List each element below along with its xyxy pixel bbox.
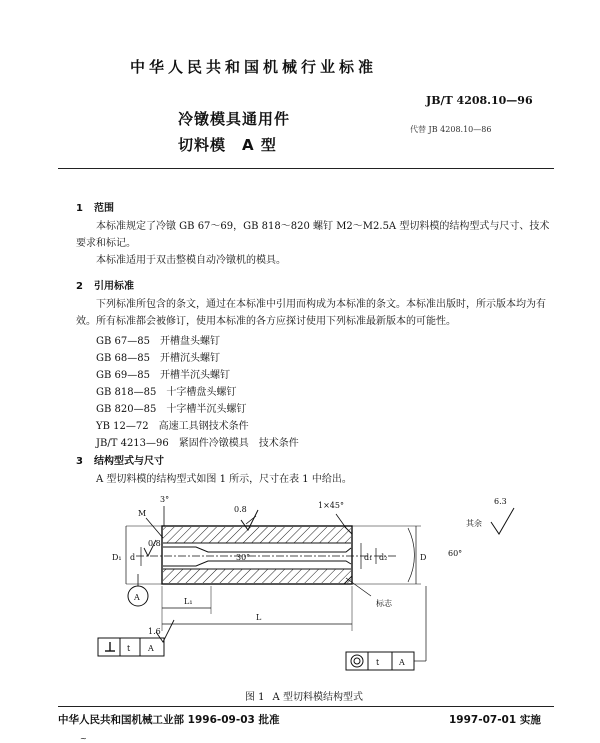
replaces-note: 代替 JB 4208.10—86 xyxy=(410,125,492,134)
label-dim-d: d xyxy=(130,553,136,562)
section-title: 结构型式与尺寸 xyxy=(94,456,164,467)
reference-item: GB 68—85 开槽沉头螺钉 xyxy=(96,353,220,364)
upper-wall-hatch xyxy=(163,527,351,543)
section-number: 1 xyxy=(76,203,83,214)
label-chamfer: 1×45° xyxy=(318,501,344,510)
title-type: A 型 xyxy=(242,136,277,154)
label-dim-L: L xyxy=(256,613,262,622)
reference-item: GB 820—85 十字槽半沉头螺钉 xyxy=(96,404,247,415)
paragraph: 本标准规定了冷镦 GB 67～69，GB 818～820 螺钉 M2～M2.5A 型切料模的结构型式与尺寸、技术要求和标记。 xyxy=(76,221,550,249)
label-dim-d1: d₁ xyxy=(364,553,373,562)
reference-item: GB 818—85 十字槽盘头螺钉 xyxy=(96,387,237,398)
section-heading-1 xyxy=(76,199,114,214)
figure-caption xyxy=(245,688,363,703)
approval-statement: 中华人民共和国机械工业部 1996-09-03 批准 xyxy=(58,714,280,726)
label-angle-3: 3° xyxy=(160,495,170,504)
label-angle-30: 30° xyxy=(236,553,251,562)
document-title-line2 xyxy=(178,134,277,155)
label-mark: 标志 xyxy=(376,599,392,608)
label-tolerance-datum2: A xyxy=(399,658,405,667)
header-divider xyxy=(58,168,554,169)
lower-wall-hatch xyxy=(163,569,351,583)
label-tolerance-t: t xyxy=(127,644,131,653)
reference-item: JB/T 4213—96 紧固件冷镦模具 技术条件 xyxy=(96,438,299,449)
effective-date: 1997-07-01 实施 xyxy=(449,714,541,726)
figure-title: A 型切料模结构型式 xyxy=(272,692,363,703)
label-datum-a: A xyxy=(134,593,140,602)
label-dim-d2: d₂ xyxy=(379,553,388,562)
label-dim-L1: L₁ xyxy=(184,597,193,606)
section-number: 2 xyxy=(76,281,83,292)
section-heading-3 xyxy=(76,452,164,467)
label-roughness-08-inner: 0.8 xyxy=(148,539,161,548)
label-angle-60: 60° xyxy=(448,549,463,558)
bore-profile xyxy=(163,547,351,566)
tolerance-frame-perpendicularity xyxy=(98,638,164,656)
page-mark: ~ xyxy=(80,734,87,743)
paragraph: 下列标准所包含的条文，通过在本标准中引用而构成为本标准的条文。本标准出版时，所示版本均为有效。所有标准都会被修订，使用本标准的各方应探讨使用下列标准最新版本的可能性。 xyxy=(76,299,546,327)
paragraph: 本标准适用于双击整模自动冷镦机的模具。 xyxy=(96,255,286,266)
label-roughness-16: 1.6 xyxy=(148,627,161,636)
label-tolerance-t2: t xyxy=(376,658,380,667)
title-part-name: 切料模 xyxy=(178,136,227,154)
figure-number: 图 1 xyxy=(245,692,265,703)
reference-item: GB 67—85 开槽盘头螺钉 xyxy=(96,336,220,347)
section-number: 3 xyxy=(76,456,83,467)
section-title: 范围 xyxy=(94,203,114,214)
label-dim-D1: D₁ xyxy=(112,553,122,562)
reference-item: GB 69—85 开槽半沉头螺钉 xyxy=(96,370,230,381)
paragraph: A 型切料模的结构型式如图 1 所示，尺寸在表 1 中给出。 xyxy=(96,474,352,485)
label-dim-D: D xyxy=(420,553,427,562)
footer-divider xyxy=(58,706,554,707)
label-roughness-08: 0.8 xyxy=(234,505,247,514)
issuing-body-title: 中华人民共和国机械行业标准 xyxy=(130,58,378,76)
reference-item: YB 12—72 高速工具钢技术条件 xyxy=(96,421,249,432)
label-roughness-63: 6.3 xyxy=(494,497,507,506)
label-other-surfaces: 其余 xyxy=(466,519,482,528)
technical-drawing xyxy=(96,486,536,682)
document-title-line1: 冷镦模具通用件 xyxy=(178,110,291,128)
standard-number: JB/T 4208.10—96 xyxy=(426,94,533,107)
section-title: 引用标准 xyxy=(94,281,134,292)
section-heading-2 xyxy=(76,277,134,292)
label-m: M xyxy=(138,509,147,518)
label-tolerance-datum: A xyxy=(148,644,154,653)
